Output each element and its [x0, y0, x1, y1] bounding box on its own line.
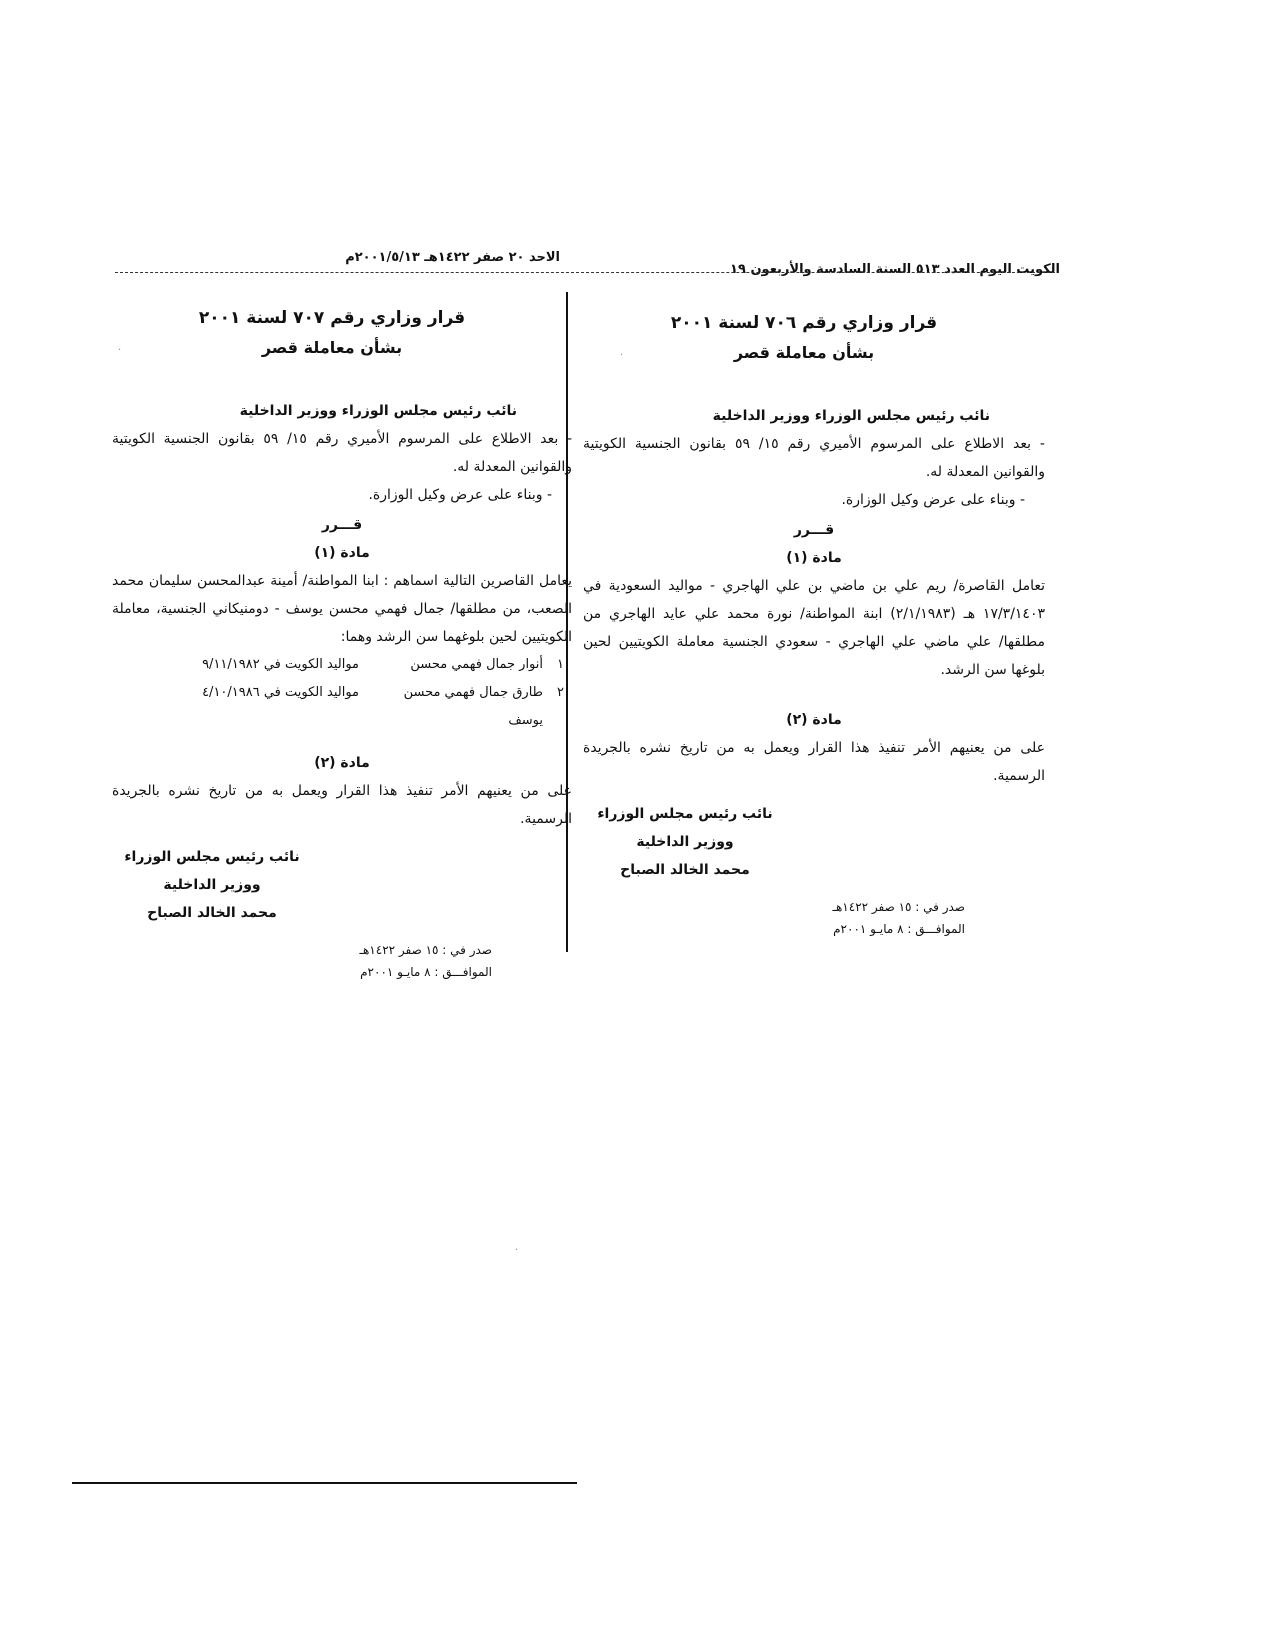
scan-speck: · — [515, 1245, 519, 1256]
resolved-heading: قـــرر — [793, 522, 835, 538]
header-rule — [115, 272, 1055, 273]
article-1-text: يعامل القاصرين التالية اسماهم : ابنا المواطنة/ أمينة عبدالمحسن سليمان محمد الصعب، من مطلقها/ جمال فهمي محسن يوسف - دومنيكاني الجنسية، معاملة الكويتيين لحين بلوغهما سن الرشد وهما: — [112, 573, 572, 645]
decision-title: قرار وزاري رقم ٧٠٦ لسنة ٢٠٠١ — [670, 313, 938, 333]
signature-block — [575, 800, 795, 884]
list-name: أنوار جمال فهمي محسن — [410, 657, 544, 672]
decision-title: قرار وزاري رقم ٧٠٧ لسنة ٢٠٠١ — [198, 308, 466, 328]
signature-name: محمد الخالد الصباح — [620, 862, 750, 878]
signature-block — [102, 843, 322, 927]
signature-line-2: ووزير الداخلية — [163, 877, 261, 893]
header-date: الاحد ٢٠ صفر ١٤٢٢هـ ٢٠٠١/٥/١٣م — [345, 250, 560, 265]
decision-subtitle: بشأن معاملة قصر — [261, 338, 403, 357]
list-number: ١ — [557, 657, 564, 672]
bottom-rule — [72, 1482, 577, 1484]
list-name: طارق جمال فهمي محسن يوسف — [403, 685, 544, 728]
decision-subtitle: بشأن معاملة قصر — [733, 343, 875, 362]
recital-1: - بعد الاطلاع على المرسوم الأميري رقم ١٥/ ٥٩ بقانون الجنسية الكويتية والقوانين المعدلة له. — [583, 436, 1045, 480]
list-item — [112, 679, 564, 735]
signature-line-2: ووزير الداخلية — [636, 834, 734, 850]
scan-speck: · — [118, 345, 122, 356]
corresponding-date: الموافـــق : ٨ مايـو ٢٠٠١م — [833, 922, 965, 936]
corresponding-date: الموافـــق : ٨ مايـو ٢٠٠١م — [360, 965, 492, 979]
article-2-title: مادة (٢) — [786, 712, 842, 728]
recital-2: - وبناء على عرض وكيل الوزارة. — [841, 492, 1025, 508]
list-birth: مواليد الكويت في ٤/١٠/١٩٨٦ — [202, 685, 360, 700]
list-number: ٢ — [557, 685, 564, 700]
resolved-heading: قـــرر — [321, 517, 363, 533]
recital-2: - وبناء على عرض وكيل الوزارة. — [368, 487, 552, 503]
list-item — [112, 651, 564, 679]
scan-speck: · — [620, 350, 624, 361]
decision-authority: نائب رئيس مجلس الوزراء ووزير الداخلية — [239, 403, 517, 419]
decision-707 — [112, 303, 572, 983]
recital-1: - بعد الاطلاع على المرسوم الأميري رقم ١٥/ ٥٩ بقانون الجنسية الكويتية والقوانين المعدلة له. — [112, 431, 572, 475]
article-1-title: مادة (١) — [314, 545, 370, 561]
signature-line-1: نائب رئيس مجلس الوزراء — [124, 849, 300, 865]
list-birth: مواليد الكويت في ٩/١١/١٩٨٢ — [202, 657, 360, 672]
decision-authority: نائب رئيس مجلس الوزراء ووزير الداخلية — [712, 408, 990, 424]
article-2-title: مادة (٢) — [314, 755, 370, 771]
signature-line-1: نائب رئيس مجلس الوزراء — [597, 806, 773, 822]
article-1-title: مادة (١) — [786, 550, 842, 566]
issued-date: صدر في : ١٥ صفر ١٤٢٢هـ — [359, 943, 492, 957]
article-1-text: تعامل القاصرة/ ريم علي بن ماضي بن علي الهاجري - مواليد السعودية في ١٧/٣/١٤٠٣ هـ (٢/١/١٩٨٣) ابنة المواطنة/ نورة محمد علي عايد الهاجري من مطلقها/ علي ماضي علي الهاجري - سعودي الجنسية معاملة الكويتيين لحين بلوغها سن الرشد. — [583, 578, 1045, 678]
issued-date: صدر في : ١٥ صفر ١٤٢٢هـ — [832, 900, 965, 914]
header-issue-info: الكويت اليوم العدد ٥١٣ السنة السادسة والأربعون ١٩ — [730, 262, 1060, 277]
article-2-text: على من يعنيهم الأمر تنفيذ هذا القرار ويعمل به من تاريخ نشره بالجريدة الرسمية. — [583, 740, 1045, 784]
article-2-text: على من يعنيهم الأمر تنفيذ هذا القرار ويعمل به من تاريخ نشره بالجريدة الرسمية. — [112, 783, 572, 827]
signature-name: محمد الخالد الصباح — [147, 905, 277, 921]
decision-706 — [583, 308, 1045, 940]
